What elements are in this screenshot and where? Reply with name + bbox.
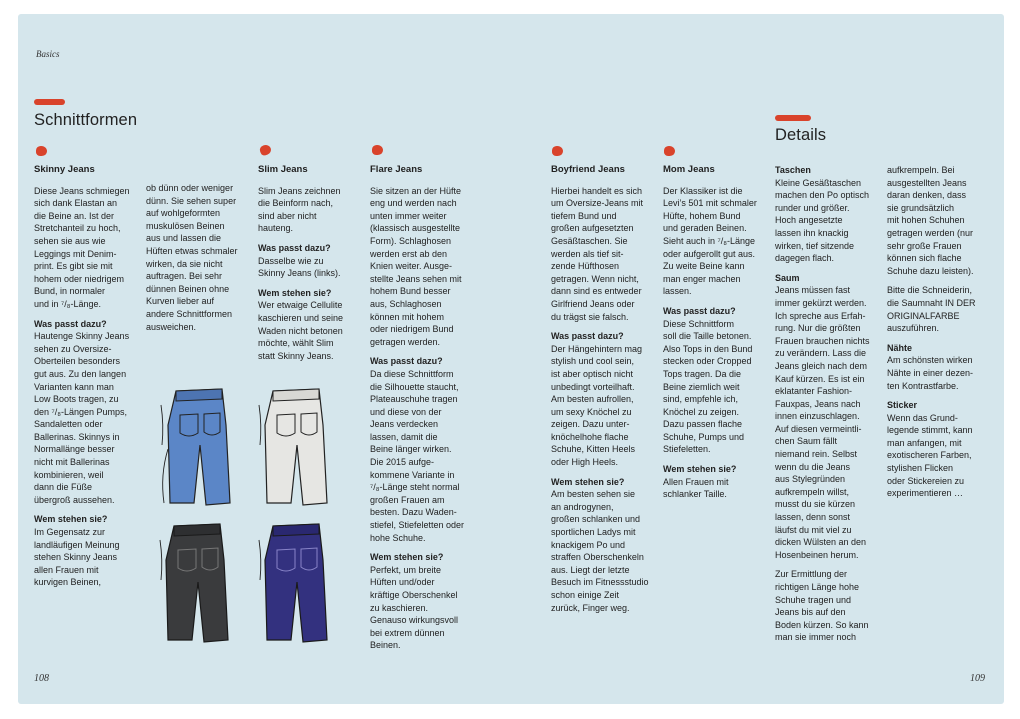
section-heading-details: Details: [775, 126, 827, 144]
accent-bar: [775, 115, 811, 121]
section-heading-schnittformen: Schnittformen: [34, 111, 138, 129]
question-heading: Wem stehen sie?: [258, 287, 332, 298]
column-skinny-continued: [146, 182, 258, 340]
skinny-jeans-illustration: [156, 385, 236, 510]
subheading-saum: Saum: [775, 272, 800, 283]
column-boyfriend-jeans: [551, 164, 663, 621]
question-heading: Wem stehen sie?: [34, 514, 108, 525]
running-header: Basics: [36, 49, 60, 59]
column-details-continued: [887, 164, 999, 507]
column-flare-jeans: [370, 164, 482, 659]
body-text: Am besten sehen sie an androgynen, großen schlanken und sportlichen Ladys mit knackigem Po und straffen Oberschenkeln aus. Liegt der letzte Besuch im Fitnessstudio schon einige Zeit zurück, Finger weg.: [551, 489, 649, 613]
body-text: Zur Ermittlung der richtigen Länge hohe Schuhe tragen und Jeans bis auf den Boden kürzen. So kann man sie immer noch: [775, 569, 869, 643]
body-text: Der Hängehintern mag stylish und cool sein, ist aber optisch nicht unbedingt vorteilhaft. Am besten aufrollen, um sexy Knöchel zu zeigen. Dazu unter- knöchelhohe flache Schuhe, Kitten Heels oder High Heels.: [551, 343, 643, 468]
body-text: Da diese Schnittform die Silhouette staucht, Plateauschuhe tragen und diese von der Jeans verdecken lassen, damit die Beine länger wirken. Die 2015 aufge- kommene Variante in ⁷/₈-Länge steht normal großen Frauen am besten. Dazu Waden- stiefel, Stiefeletten oder hohe Schuhe.: [370, 368, 465, 543]
body-text: aufkrempeln. Bei ausgestellten Jeans daran denken, dass sie grundsätzlich mit hohen Schuhen getragen werden (nur sehr große Frauen können sich flache Schuhe dazu leisten).: [887, 165, 974, 276]
subheading-taschen: Taschen: [775, 165, 811, 175]
body-text: Am schönsten wirken Nähte in einer dezen- ten Kontrastfarbe.: [887, 355, 974, 391]
body-text: Allen Frauen mit schlanker Taille.: [663, 476, 729, 500]
item-title: Flare Jeans: [370, 164, 423, 175]
question-heading: Was passt dazu?: [551, 331, 624, 342]
accent-bar: [34, 99, 65, 105]
page-number-left: 108: [34, 673, 49, 684]
body-text: Wenn das Grund- legende stimmt, kann man anfangen, mit exotischeren Farben, stylishen Flicken oder Stickereien zu experimentieren …: [887, 412, 973, 499]
body-text: Der Klassiker ist die Levi’s 501 mit schmaler Hüfte, hohem Bund und geraden Beinen. Sieht auch in ⁷/₈-Länge oder aufgerollt gut aus. Zu weite Beine kann man enger machen lassen.: [663, 185, 757, 297]
dark-blue-jeans-illustration: [255, 520, 335, 645]
column-details: [775, 164, 887, 651]
red-dot-marker: [664, 146, 675, 156]
body-text: Kleine Gesäßtaschen machen den Po optisch runder und größer. Hoch angesetzte lassen ihn knackig wirken, tief sitzende dagegen flach.: [775, 177, 870, 264]
question-heading: Was passt dazu?: [663, 305, 736, 316]
body-text: Sie sitzen an der Hüfte eng und werden nach unten immer weiter (klassisch ausgestellte Form). Schlaghosen werden erst ab den Knien weiter. Ausge- stellte Jeans sehen mit hohem Bund besser aus, Schlaghosen können mit hohem oder niedrigem Bund getragen werden.: [370, 185, 462, 347]
body-text: Im Gegensatz zur landläufigen Meinung stehen Skinny Jeans allen Frauen mit kurvigen Beinen,: [34, 527, 120, 588]
body-text: Diese Schnittform soll die Taille betonen. Also Tops in den Bund stecken oder Cropped Tops tragen. Da die Beine ziemlich weit sind, empfehle ich, Knöchel zu zeigen. Dazu passen flache Schuhe, Pumps und Stiefeletten.: [663, 318, 753, 455]
body-text: Jeans müssen fast immer gekürzt werden. Ich spreche aus Erfah- rung. Nur die größten Frauen brauchen nichts zu verändern. Lass die Jeans gleich nach dem Kauf kürzen. Es ist ein eklatanter Fashion- Fauxpas, Jeans nach innen einzuschlagen. Auf diesen vermeintli- chen Saum fällt niemand rein. Selbst wenn du die Jeans aus Stylegründen aufkrempeln willst, musst du sie kürzen lassen, denn sonst läufst du mit viel zu dicken Wülsten an den Hosenbeinen herum.: [775, 285, 870, 560]
item-title: Skinny Jeans: [34, 164, 95, 175]
body-text: Dasselbe wie zu Skinny Jeans (links).: [258, 255, 341, 279]
body-text: Perfekt, um breite Hüften und/oder kräftige Oberschenkel zu kaschieren. Genauso wirkungsvoll bei extrem dünnen Beinen.: [370, 564, 459, 651]
subheading-sticker: Sticker: [887, 400, 918, 411]
item-title: Slim Jeans: [258, 164, 308, 175]
body-text: Wer etwaige Cellulite kaschieren und seine Waden nicht betonen möchte, wählt Slim statt Skinny Jeans.: [258, 300, 344, 361]
question-heading: Was passt dazu?: [258, 242, 331, 253]
question-heading: Was passt dazu?: [34, 318, 107, 329]
subheading-naehte: Nähte: [887, 342, 913, 353]
body-text: Hierbei handelt es sich um Oversize-Jeans mit tiefem Bund und großen aufgesetzten Gesäßtaschen. Sie werden als tief sit- zende Hüfthosen getragen. Wenn nicht, dann sind es entweder Girlfriend Jeans oder du trägst sie falsch.: [551, 185, 644, 322]
body-text: ob dünn oder weniger dünn. Sie sehen super auf wohlgeformten muskulösen Beinen aus und lassen die Hüften etwas schmaler wirken, da sie nicht auftragen. Bei sehr dünnen Beinen ohne Kurven lieber auf andere Schnittformen ausweichen.: [146, 183, 238, 332]
question-heading: Was passt dazu?: [370, 356, 443, 367]
red-dot-marker: [372, 145, 383, 155]
slim-jeans-illustration: [255, 385, 335, 510]
body-text: Slim Jeans zeichnen die Beinform nach, sind aber nicht hauteng.: [258, 185, 341, 234]
item-title: Boyfriend Jeans: [551, 164, 625, 175]
body-text: Hautenge Skinny Jeans sehen zu Oversize- Oberteilen besonders gut aus. Zu den langen Varianten kann man Low Boots tragen, zu den ⁷/₈-Längen Pumps, Sandaletten oder Ballerinas. Skinnys in Normallänge besser nicht mit Ballerinas kombinieren, weil dann die Füße übergroß aussehen.: [34, 331, 130, 505]
body-text: Bitte die Schneiderin, die Saumnaht IN DER ORIGINALFARBE auszuführen.: [887, 285, 976, 334]
question-heading: Wem stehen sie?: [663, 464, 737, 475]
column-skinny-jeans: [34, 164, 146, 596]
question-heading: Wem stehen sie?: [370, 552, 444, 563]
black-jeans-illustration: [156, 520, 236, 645]
body-text: Diese Jeans schmiegen sich dank Elastan an die Beine an. Ist der Stretchanteil zu hoch, sehen sie aus wie Leggings mit Denim- print. Es gibt sie mit hohem oder niedrigem Bund, in normaler und in ⁷/₈-Länge.: [34, 185, 130, 309]
question-heading: Wem stehen sie?: [551, 476, 625, 487]
red-dot-marker: [36, 146, 47, 156]
column-mom-jeans: [663, 164, 775, 508]
column-slim-jeans: [258, 164, 370, 369]
red-dot-marker: [552, 146, 563, 156]
item-title: Mom Jeans: [663, 164, 715, 175]
page-number-right: 109: [970, 673, 985, 684]
